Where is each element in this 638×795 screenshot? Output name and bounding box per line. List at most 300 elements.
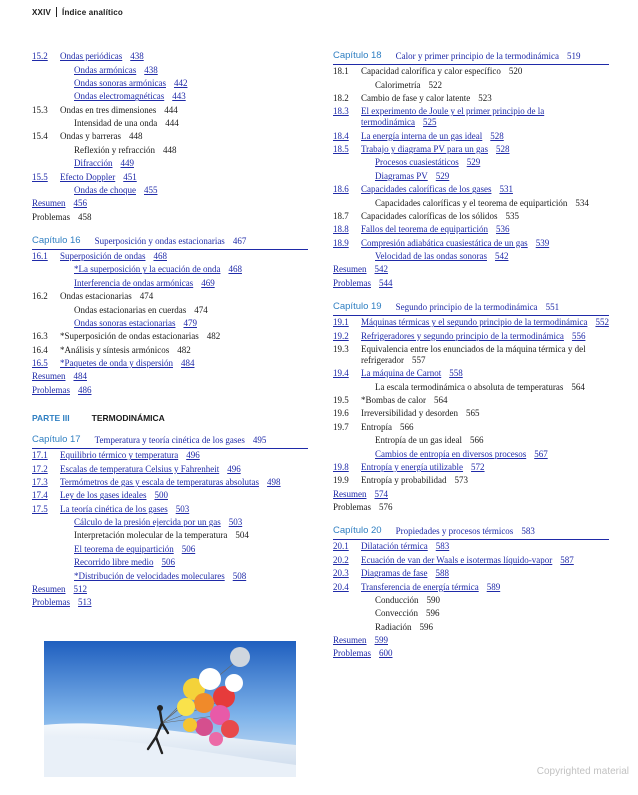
- toc-plain-entry[interactable]: [32, 197, 308, 210]
- toc-subentry[interactable]: [32, 263, 308, 276]
- toc-entry[interactable]: [333, 554, 609, 567]
- section-title: El teorema de equipartición 506: [74, 543, 196, 554]
- page-ref: 600: [379, 648, 393, 659]
- indent-spacer: [32, 557, 60, 568]
- toc-plain-entry[interactable]: [32, 583, 308, 596]
- toc-entry: [32, 290, 308, 303]
- page-ref: 498: [267, 476, 281, 487]
- section-title: Problemas 544: [333, 277, 393, 288]
- toc-plain-entry[interactable]: [333, 488, 609, 501]
- section-number: 19.6: [333, 408, 349, 419]
- toc-entry[interactable]: [333, 567, 609, 580]
- toc-subentry: [333, 434, 609, 447]
- part-label: PARTE III: [32, 413, 70, 423]
- chapter-title: Superposición y ondas estacionarias 467: [94, 235, 247, 246]
- page-ref: 496: [227, 463, 241, 474]
- toc-subentry[interactable]: [32, 90, 308, 103]
- section-number: 15.4: [32, 131, 48, 142]
- toc-entry: [32, 130, 308, 143]
- balloons-photo: [44, 641, 296, 777]
- toc-entry[interactable]: [333, 105, 609, 129]
- toc-subentry[interactable]: [333, 170, 609, 183]
- indent-spacer: [333, 608, 361, 619]
- toc-plain-entry[interactable]: [32, 384, 308, 397]
- toc-entry[interactable]: [333, 540, 609, 553]
- page-ref: 587: [560, 554, 574, 565]
- page-ref: 534: [575, 197, 589, 208]
- page-ref: 528: [490, 130, 504, 141]
- page-ref: 519: [567, 51, 581, 61]
- toc-entry: [333, 421, 609, 434]
- toc-entry: [333, 407, 609, 420]
- copyright-watermark: Copyrighted material: [536, 766, 629, 777]
- toc-subentry[interactable]: [32, 569, 308, 582]
- page-ref: 456: [73, 198, 87, 209]
- toc-entry[interactable]: [333, 130, 609, 143]
- section-title: Ondas estacionarias 474: [60, 291, 154, 302]
- section-title: Convección 596: [375, 608, 440, 619]
- toc-entry[interactable]: [32, 357, 308, 370]
- toc-entry[interactable]: [32, 503, 308, 516]
- indent-spacer: [333, 382, 361, 393]
- indent-spacer: [32, 517, 60, 528]
- page-ref: 529: [466, 157, 481, 168]
- page-ref: 506: [181, 543, 196, 554]
- toc-subentry[interactable]: [32, 516, 308, 529]
- section-number: 18.2: [333, 92, 349, 103]
- page-ref: 556: [571, 330, 586, 341]
- section-title: Capacidades caloríficas de los sólidos 535: [361, 210, 519, 221]
- toc-subentry[interactable]: [32, 277, 308, 290]
- toc-plain-entry[interactable]: [333, 634, 609, 647]
- page-number: XXIV: [32, 8, 52, 17]
- toc-plain-entry[interactable]: [333, 647, 609, 660]
- page-ref: 542: [374, 264, 388, 275]
- section-title: Efecto Doppler 451: [60, 171, 137, 182]
- page-title: Índice analítico: [62, 8, 124, 17]
- section-number: 19.7: [333, 421, 349, 432]
- section-title: Conducción 590: [375, 594, 440, 605]
- section-title: Resumen 484: [32, 371, 87, 382]
- section-title: Difracción 449: [74, 158, 134, 169]
- page-ref: 544: [379, 277, 393, 288]
- page-ref: 596: [426, 608, 440, 619]
- chapter-heading[interactable]: [32, 235, 308, 250]
- section-number: 19.9: [333, 475, 349, 486]
- page-ref: 539: [535, 237, 550, 248]
- indent-spacer: [333, 435, 361, 446]
- section-number: 15.2: [32, 51, 48, 62]
- section-title: Superposición de ondas 468: [60, 251, 167, 262]
- section-number: 20.1: [333, 541, 349, 552]
- section-number: 18.8: [333, 224, 349, 235]
- page-ref: 572: [471, 461, 485, 472]
- page-ref: 468: [228, 264, 242, 275]
- section-title: *La superposición y la ecuación de onda 468: [74, 264, 242, 275]
- indent-spacer: [32, 78, 60, 89]
- toc-entry[interactable]: [32, 462, 308, 475]
- page-ref: 448: [128, 131, 143, 142]
- page-ref: 542: [494, 251, 509, 262]
- page-ref: 564: [571, 381, 585, 392]
- section-number: 19.1: [333, 317, 349, 328]
- indent-spacer: [333, 251, 361, 262]
- section-title: Ondas sonoras estacionarias 479: [74, 317, 197, 328]
- page-ref: 583: [435, 541, 450, 552]
- toc-subentry: [333, 621, 609, 634]
- page-ref: 500: [154, 490, 168, 501]
- section-title: *Paquetes de onda y dispersión 484: [60, 358, 195, 369]
- section-title: Termómetros de gas y escala de temperaturas absolutas 498: [60, 476, 281, 487]
- section-title: Compresión adiabática cuasiestática de un gas 539: [361, 237, 550, 248]
- indent-spacer: [333, 595, 361, 606]
- toc-plain-entry[interactable]: [32, 370, 308, 383]
- section-title: Ondas sonoras armónicas 442: [74, 77, 188, 88]
- indent-spacer: [32, 158, 60, 169]
- section-number: 20.4: [333, 581, 349, 592]
- toc-entry[interactable]: [333, 580, 609, 593]
- chapter-heading[interactable]: [333, 50, 609, 65]
- toc-plain-entry[interactable]: [333, 263, 609, 276]
- section-title: Diagramas de fase 588: [361, 568, 449, 579]
- page-ref: 484: [180, 358, 195, 369]
- toc-entry[interactable]: [333, 223, 609, 236]
- indent-spacer: [333, 198, 361, 209]
- toc-subentry[interactable]: [333, 156, 609, 169]
- page-ref: 596: [419, 621, 433, 632]
- toc-entry: [333, 343, 609, 367]
- part-heading: [32, 413, 308, 423]
- toc-subentry: [333, 607, 609, 620]
- section-title: Radiación 596: [375, 621, 433, 632]
- section-number: 16.3: [32, 331, 48, 342]
- toc-entry: [333, 65, 609, 78]
- chapter-title: Calor y primer principio de la termodinámica 519: [395, 51, 581, 61]
- section-number: 18.3: [333, 106, 349, 117]
- chapter-label: Capítulo 18: [333, 50, 382, 61]
- section-title: Capacidades caloríficas y el teorema de equipartición 534: [375, 197, 589, 208]
- toc-entry[interactable]: [333, 329, 609, 342]
- page-header: [32, 7, 123, 17]
- section-title: Resumen 456: [32, 198, 87, 209]
- page-ref: 484: [73, 371, 87, 382]
- page-ref: 557: [411, 354, 426, 365]
- toc-subentry: [32, 117, 308, 130]
- toc-right-column: [333, 50, 609, 661]
- toc-subentry[interactable]: [333, 447, 609, 460]
- indent-spacer: [32, 544, 60, 555]
- page-ref: 474: [194, 304, 208, 315]
- section-title: Velocidad de las ondas sonoras 542: [375, 251, 509, 262]
- page-ref: 442: [173, 77, 188, 88]
- section-title: Problemas 576: [333, 502, 393, 513]
- section-number: 17.3: [32, 476, 48, 487]
- indent-spacer: [32, 264, 60, 275]
- toc-entry: [32, 344, 308, 357]
- page-ref: 536: [495, 224, 510, 235]
- toc-left-column: [32, 50, 308, 610]
- header-divider: [56, 7, 57, 17]
- toc-entry: [333, 394, 609, 407]
- toc-plain-entry[interactable]: [32, 596, 308, 609]
- section-title: Cálculo de la presión ejercida por un gas 503: [74, 517, 243, 528]
- chapter-label: Capítulo 19: [333, 301, 382, 312]
- section-title: Transferencia de energía térmica 589: [361, 581, 501, 592]
- section-number: 16.1: [32, 251, 48, 262]
- section-title: Ondas estacionarias en cuerdas 474: [74, 304, 208, 315]
- page-ref: 566: [469, 435, 484, 446]
- section-title: Procesos cuasiestáticos 529: [375, 157, 481, 168]
- page-ref: 449: [120, 158, 134, 169]
- section-number: 18.6: [333, 184, 349, 195]
- page-ref: 448: [162, 144, 177, 155]
- page-ref: 506: [161, 557, 175, 568]
- toc-entry: [333, 210, 609, 223]
- page-ref: 468: [153, 251, 167, 262]
- section-number: 17.5: [32, 503, 48, 514]
- page-ref: 512: [73, 583, 87, 594]
- section-number: 18.5: [333, 144, 349, 155]
- section-number: 16.2: [32, 291, 48, 302]
- indent-spacer: [333, 449, 361, 460]
- section-title: Ondas de choque 455: [74, 184, 158, 195]
- page-ref: 482: [206, 331, 221, 342]
- page-ref: 444: [165, 118, 179, 129]
- toc-entry[interactable]: [32, 170, 308, 183]
- section-title: *Distribución de velocidades moleculares 508: [74, 570, 247, 581]
- section-title: La máquina de Carnot 558: [361, 368, 463, 379]
- section-title: Equivalencia entre los enunciados de la máquina térmica y del refrigerador 557: [361, 343, 586, 365]
- indent-spacer: [32, 145, 60, 156]
- page-ref: 496: [186, 450, 200, 461]
- page-ref: 588: [435, 568, 449, 579]
- chapter-label: Capítulo 17: [32, 434, 81, 445]
- section-title: Dilatación térmica 583: [361, 541, 450, 552]
- toc-plain-entry[interactable]: [333, 277, 609, 290]
- page-ref: 552: [595, 317, 609, 328]
- section-title: Ondas armónicas 438: [74, 64, 158, 75]
- section-title: Ondas y barreras 448: [60, 131, 143, 142]
- page-ref: 529: [435, 170, 450, 181]
- section-title: *Análisis y síntesis armónicos 482: [60, 344, 191, 355]
- section-title: Problemas 486: [32, 384, 92, 395]
- section-number: 19.2: [333, 330, 349, 341]
- toc-subentry: [333, 78, 609, 91]
- section-title: Ondas electromagnéticas 443: [74, 91, 186, 102]
- page-ref: 566: [400, 421, 414, 432]
- page-ref: 513: [78, 597, 92, 608]
- section-title: Resumen 599: [333, 635, 388, 646]
- page-ref: 469: [201, 277, 215, 288]
- section-title: Capacidad calorífica y calor específico 520: [361, 66, 523, 77]
- page-ref: 576: [379, 502, 393, 513]
- page-ref: 558: [449, 368, 463, 379]
- indent-spacer: [32, 305, 60, 316]
- toc-subentry[interactable]: [333, 250, 609, 263]
- section-title: Refrigeradores y segundo principio de la termodinámica 556: [361, 330, 586, 341]
- toc-entry[interactable]: [333, 237, 609, 250]
- section-title: Fallos del teorema de equipartición 536: [361, 224, 510, 235]
- toc-entry: [32, 330, 308, 343]
- part-title: TERMODINÁMICA: [91, 413, 165, 423]
- chapter-heading[interactable]: [333, 525, 609, 540]
- page-ref: 523: [478, 92, 492, 103]
- page-ref: 567: [534, 448, 548, 459]
- section-title: Cambios de entropía en diversos procesos 567: [375, 448, 548, 459]
- section-number: 19.8: [333, 461, 349, 472]
- toc-entry[interactable]: [32, 50, 308, 63]
- toc-subentry: [32, 144, 308, 157]
- section-title: Intensidad de una onda 444: [74, 118, 179, 129]
- toc-entry[interactable]: [32, 476, 308, 489]
- toc-subentry[interactable]: [32, 543, 308, 556]
- toc-entry[interactable]: [333, 183, 609, 196]
- chapter-heading[interactable]: [333, 301, 609, 316]
- section-title: Entropía y probabilidad 573: [361, 475, 468, 486]
- section-title: Reflexión y refracción 448: [74, 144, 177, 155]
- chapter-label: Capítulo 16: [32, 234, 81, 246]
- page-ref: 444: [164, 104, 178, 115]
- section-title: *Bombas de calor 564: [361, 395, 448, 406]
- toc-subentry[interactable]: [32, 77, 308, 90]
- section-title: Máquinas térmicas y el segundo principio de la termodinámica 552: [361, 317, 609, 328]
- section-number: 17.2: [32, 463, 48, 474]
- section-title: Irreversibilidad y desorden 565: [361, 408, 480, 419]
- indent-spacer: [32, 530, 60, 541]
- toc-subentry[interactable]: [32, 184, 308, 197]
- toc-subentry[interactable]: [32, 317, 308, 330]
- page-ref: 531: [499, 184, 513, 195]
- page-ref: 599: [374, 635, 388, 646]
- toc-entry[interactable]: [32, 449, 308, 462]
- section-title: Ecuación de van der Waals e isotermas líquido-vapor 587: [361, 554, 574, 565]
- page-ref: 458: [78, 211, 92, 222]
- page-ref: 528: [495, 144, 510, 155]
- indent-spacer: [32, 118, 60, 129]
- section-title: Resumen 574: [333, 488, 388, 499]
- section-title: Ondas periódicas 438: [60, 51, 144, 62]
- toc-subentry[interactable]: [32, 63, 308, 76]
- indent-spacer: [333, 80, 361, 91]
- page-ref: 520: [508, 66, 523, 77]
- page-ref: 589: [486, 581, 501, 592]
- toc-subentry: [333, 594, 609, 607]
- page-ref: 479: [183, 317, 197, 328]
- section-title: Interferencia de ondas armónicas 469: [74, 277, 215, 288]
- page-ref: 564: [433, 395, 448, 406]
- section-title: Entropía 566: [361, 421, 414, 432]
- section-title: La energía interna de un gas ideal 528: [361, 130, 504, 141]
- toc-subentry: [333, 381, 609, 394]
- toc-subentry: [32, 303, 308, 316]
- section-title: Capacidades caloríficas de los gases 531: [361, 184, 513, 195]
- section-number: 18.9: [333, 237, 349, 248]
- indent-spacer: [32, 91, 60, 102]
- toc-subentry: [333, 196, 609, 209]
- toc-entry[interactable]: [333, 461, 609, 474]
- page-ref: 486: [78, 384, 92, 395]
- section-title: Entropía y energía utilizable 572: [361, 461, 485, 472]
- indent-spacer: [32, 65, 60, 76]
- page-ref: 590: [426, 594, 440, 605]
- section-number: 18.1: [333, 66, 349, 77]
- section-number: 19.4: [333, 368, 349, 379]
- section-number: 16.4: [32, 344, 48, 355]
- section-number: 19.5: [333, 395, 349, 406]
- section-number: 19.3: [333, 343, 349, 354]
- page-ref: 574: [374, 488, 388, 499]
- section-number: 18.4: [333, 130, 349, 141]
- toc-entry[interactable]: [333, 143, 609, 156]
- section-title: Equilibrio térmico y temperatura 496: [60, 450, 200, 461]
- page-ref: 495: [252, 435, 267, 445]
- toc-entry[interactable]: [32, 250, 308, 263]
- section-title: *Superposición de ondas estacionarias 482: [60, 331, 221, 342]
- section-number: 15.3: [32, 104, 48, 115]
- toc-plain-entry: [32, 211, 308, 224]
- section-number: 20.2: [333, 554, 349, 565]
- toc-entry[interactable]: [333, 367, 609, 380]
- section-title: Cambio de fase y calor latente 523: [361, 92, 492, 103]
- chapter-heading[interactable]: [32, 434, 308, 449]
- page-ref: 438: [130, 51, 144, 62]
- section-title: Ley de los gases ideales 500: [60, 490, 168, 501]
- indent-spacer: [333, 622, 361, 633]
- toc-entry: [333, 92, 609, 105]
- page-ref: 474: [139, 291, 154, 302]
- page-ref: 438: [144, 64, 158, 75]
- section-title: La escala termodinámica o absoluta de temperaturas 564: [375, 381, 585, 392]
- section-title: Problemas 458: [32, 211, 92, 222]
- section-number: 15.5: [32, 171, 48, 182]
- section-title: El experimento de Joule y el primer principio de la termodinámica 525: [361, 106, 545, 128]
- page-ref: 583: [521, 526, 535, 537]
- section-title: La teoría cinética de los gases 503: [60, 503, 190, 514]
- page-ref: 503: [175, 503, 190, 514]
- section-title: Resumen 542: [333, 264, 388, 275]
- section-title: Trabajo y diagrama PV para un gas 528: [361, 144, 510, 155]
- page-ref: 504: [235, 530, 249, 541]
- chapter-title: Propiedades y procesos térmicos 583: [395, 526, 535, 537]
- section-title: Ondas en tres dimensiones 444: [60, 104, 178, 115]
- page-ref: 503: [228, 517, 243, 528]
- page-ref: 455: [143, 184, 158, 195]
- toc-subentry[interactable]: [32, 556, 308, 569]
- section-title: Interpretación molecular de la temperatura 504: [74, 530, 249, 541]
- section-title: Calorimetría 522: [375, 79, 442, 90]
- section-title: Recorrido libre medio 506: [74, 557, 175, 568]
- indent-spacer: [32, 185, 60, 196]
- section-number: 20.3: [333, 568, 349, 579]
- page-ref: 551: [545, 302, 560, 312]
- indent-spacer: [333, 157, 361, 168]
- indent-spacer: [333, 171, 361, 182]
- toc-subentry[interactable]: [32, 157, 308, 170]
- toc-entry: [32, 104, 308, 117]
- page-ref: 508: [232, 570, 247, 581]
- toc-entry[interactable]: [333, 316, 609, 329]
- page-ref: 525: [422, 117, 437, 128]
- section-title: Problemas 513: [32, 597, 92, 608]
- toc-entry[interactable]: [32, 489, 308, 502]
- page-ref: 443: [172, 91, 186, 102]
- toc-entry: [333, 474, 609, 487]
- chapter-label: Capítulo 20: [333, 525, 382, 537]
- indent-spacer: [32, 278, 60, 289]
- section-title: Problemas 600: [333, 648, 393, 659]
- section-title: Entropía de un gas ideal 566: [375, 435, 484, 446]
- indent-spacer: [32, 318, 60, 329]
